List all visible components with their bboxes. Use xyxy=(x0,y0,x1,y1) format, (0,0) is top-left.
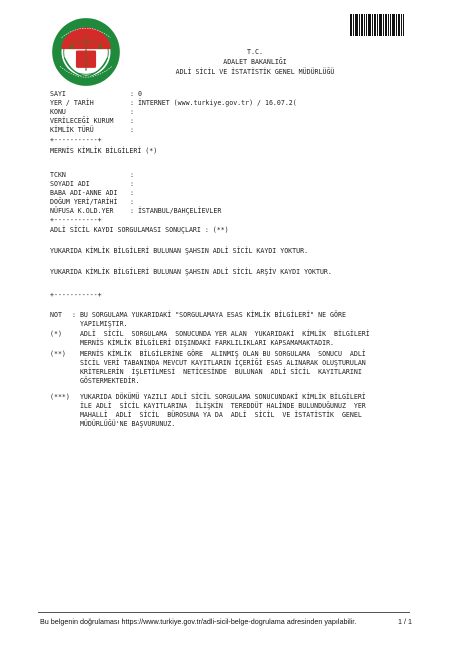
info-value-sayi: : 0 xyxy=(130,90,142,98)
verification-text: Bu belgenin doğrulaması https://www.turkiye.gov.tr/adli-sicil-belge-dogrulama adresinden yapılabilir. xyxy=(40,617,357,626)
identity-value-dogum: : xyxy=(130,198,134,206)
separator-line: +-----------+ xyxy=(50,136,102,144)
note-line: MAHALLİ ADLİ SİCİL BÜROSUNA YA DA ADLİ SİCİL VE İSTATİSTİK GENEL xyxy=(72,411,362,419)
info-label-kurum: VERİLECEĞİ KURUM xyxy=(50,117,114,125)
note-tag: (***) xyxy=(50,393,70,401)
note-line: MÜDÜRLÜĞÜ'NE BAŞVURUNUZ. xyxy=(72,420,176,428)
info-value-konu: : xyxy=(130,108,134,116)
result-archive: YUKARIDA KİMLİK BİLGİLERİ BULUNAN ŞAHSIN ADLİ SİCİL ARŞİV KAYDI YOKTUR. xyxy=(50,268,332,276)
info-label-konu: KONU xyxy=(50,108,66,116)
identity-label-baba-anne: BABA ADI-ANNE ADI xyxy=(50,189,118,197)
note-line: : BU SORGULAMA YUKARIDAKİ "SORGULAMAYA ESAS KİMLİK BİLGİLERİ" NE GÖRE xyxy=(72,311,346,319)
note-line: MERNİS KİMLİK BİLGİLERİNE GÖRE ALINMIŞ OLAN BU SORGULAMA SONUCU ADLİ xyxy=(72,350,366,358)
identity-label-dogum: DOĞUM YERİ/TARİHİ xyxy=(50,198,118,206)
header-tc: T.C. xyxy=(247,48,263,56)
info-label-sayi: SAYI xyxy=(50,90,66,98)
separator-line: +-----------+ xyxy=(50,291,102,299)
note-line: SİCİL VERİ TABANINDA MEVCUT KAYITLARIN İÇERİĞİ ESAS ALINARAK OLUŞTURULAN xyxy=(72,359,366,367)
identity-label-tckn: TCKN xyxy=(50,171,66,179)
footer-divider xyxy=(38,612,410,613)
ministry-seal-icon xyxy=(50,16,122,88)
identity-value-nufus: : İSTANBUL/BAHÇELİEVLER xyxy=(130,207,222,215)
note-line: YUKARIDA DÖKÜMÜ YAZILI ADLİ SİCİL SORGULAMA SONUCUNDAKİ KİMLİK BİLGİLERİ xyxy=(72,393,366,401)
identity-label-soyadi-adi: SOYADI ADI xyxy=(50,180,90,188)
identity-value-baba-anne: : xyxy=(130,189,134,197)
info-value-yer-tarih: : İNTERNET (www.turkiye.gov.tr) / 16.07.2( xyxy=(130,99,297,107)
info-value-kimlik-turu: : xyxy=(130,126,134,134)
page-number: 1 / 1 xyxy=(398,617,412,626)
identity-value-soyadi-adi: : xyxy=(130,180,134,188)
note-tag: NOT xyxy=(50,311,62,319)
info-value-kurum: : xyxy=(130,117,134,125)
info-label-kimlik-turu: KİMLİK TÜRÜ xyxy=(50,126,94,134)
note-tag: (**) xyxy=(50,350,66,358)
result-record: YUKARIDA KİMLİK BİLGİLERİ BULUNAN ŞAHSIN ADLİ SİCİL KAYDI YOKTUR. xyxy=(50,247,309,255)
identity-value-tckn: : xyxy=(130,171,134,179)
note-tag: (*) xyxy=(50,330,62,338)
footer xyxy=(40,617,412,626)
barcode-icon xyxy=(350,14,404,36)
note-line: KRİTERLERİN İŞLETİLMESİ NETİCESİNDE BULUNAN ADLİ SİCİL KAYITLARINI xyxy=(72,368,362,376)
note-line: ADLİ SİCİL SORGULAMA SONUCUNDA YER ALAN YUKARIDAKİ KİMLİK BİLGİLERİ xyxy=(72,330,370,338)
query-title: ADLİ SİCİL KAYDI SORGULAMASI SONUÇLARI : (**) xyxy=(50,226,229,234)
note-line: GÖSTERMEKTEDİR. xyxy=(72,377,140,385)
header-directorate: ADLİ SİCİL VE İSTATİSTİK GENEL MÜDÜRLÜĞÜ xyxy=(175,68,335,76)
info-label-yer-tarih: YER / TARİH xyxy=(50,99,94,107)
mernis-title: MERNİS KİMLİK BİLGİLERİ (*) xyxy=(50,147,158,155)
separator-line: +-----------+ xyxy=(50,216,102,224)
note-line: İLE ADLİ SİCİL KAYITLARINA İLİŞKİN TEREDDÜT HALİNDE BULUNDUĞUNUZ YER xyxy=(72,402,366,410)
note-line: MERNİS KİMLİK BİLGİLERİ DIŞINDAKİ FARKLILIKLARI KAPSAMAMAKTADIR. xyxy=(72,339,335,347)
identity-label-nufus: NÜFUSA K.OLD.YER xyxy=(50,207,114,215)
note-line: YAPILMIŞTIR. xyxy=(72,320,128,328)
header-ministry: ADALET BAKANLIĞI xyxy=(223,58,287,66)
